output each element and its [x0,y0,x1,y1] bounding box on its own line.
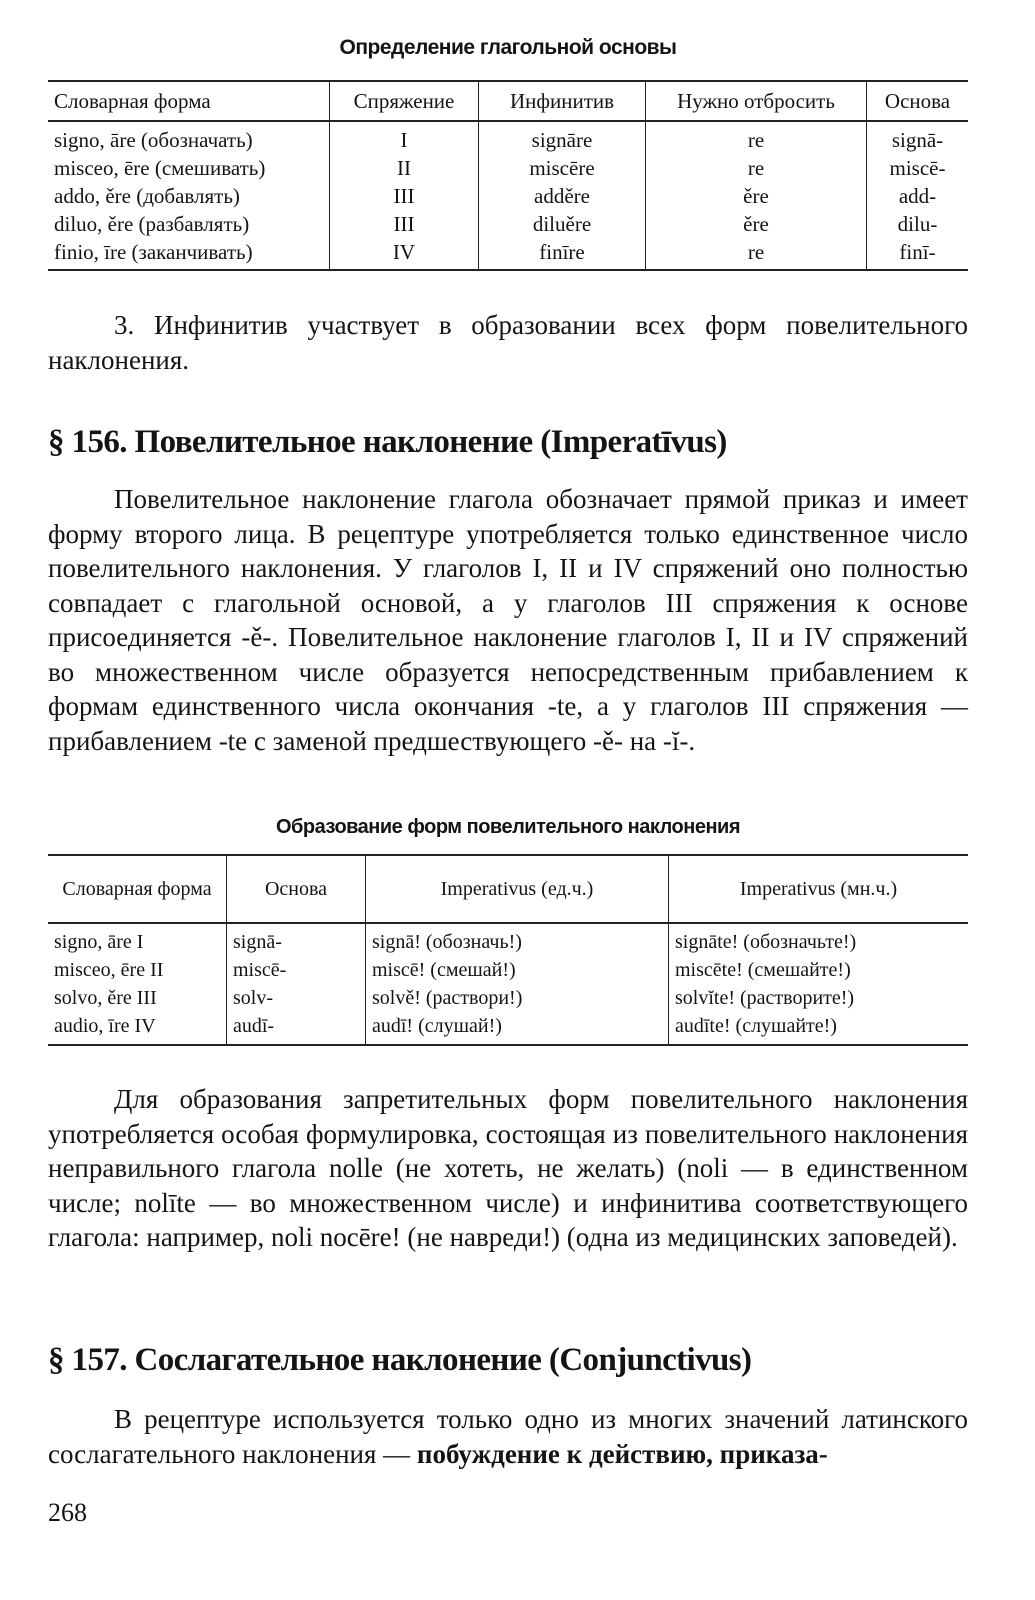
table-cell: signā! (обозначь!) [366,923,669,956]
table-row [48,238,968,270]
table-cell: audī- [227,1012,366,1045]
table-row [48,121,968,154]
table-cell: audī! (слушай!) [366,1012,669,1045]
table-cell: addo, ěre (добавлять) [54,184,240,208]
column-header: Imperativus (ед.ч.) [366,855,669,923]
table-cell: miscē- [867,154,969,182]
table-header-row [48,855,968,923]
table-cell: audīte! (слушайте!) [669,1012,969,1045]
table-header-row [48,81,968,121]
table-cell: II [330,154,479,182]
table-cell: miscēre [479,154,646,182]
column-header: Imperativus (мн.ч.) [669,855,969,923]
table-cell: add- [867,182,969,210]
table-cell: miscē- [227,956,366,984]
table-cell: solvĭte! (растворите!) [669,984,969,1012]
verb-stem-table [48,80,968,271]
table-cell: signāre [479,121,646,154]
table-cell: solvě! (раствори!) [366,984,669,1012]
paragraph-text: В рецептуре используется только одно из многих значений латинского сослагательного наклонения — [48,1404,968,1469]
table-cell: ěre [646,210,867,238]
table-cell: miscēte! (смешайте!) [669,956,969,984]
table-cell: miscē! (смешай!) [366,956,669,984]
table-cell: misceo, ēre II [54,959,164,981]
table-cell: signā- [867,121,969,154]
table-row [48,182,968,210]
table-row [48,210,968,238]
table-cell: re [646,154,867,182]
paragraph: Для образования запретительных форм повелительного наклонения употребляется особая формулировка, состоящая из повелительного наклонения неправильного глагола nolle (не хотеть, не желать) (noli — в единственном числе; nolīte — во множественном числе) и инфинитива соответствующего глагола: например, noli nocēre! (не навреди!) (одна из медицинских заповедей). [48,1084,968,1252]
bold-phrase: побуждение к действию, приказа- [416,1438,828,1469]
table-row [48,923,968,956]
imperative-forms-table [48,854,968,1046]
table-cell: adděre [479,182,646,210]
column-header: Словарная форма [48,81,330,121]
table-cell: ěre [646,182,867,210]
table-row [48,956,968,984]
table-cell: re [646,121,867,154]
table-cell: finīre [479,238,646,270]
table-cell: signāte! (обозначьте!) [669,923,969,956]
column-header: Словарная форма [48,855,227,923]
table-cell: solvo, ěre III [54,987,157,1009]
table-row [48,984,968,1012]
page-number: 268 [48,1498,87,1527]
paragraph: 3. Инфинитив участвует в образовании всех форм повелительного наклонения. [48,310,968,375]
table-cell: solv- [227,984,366,1012]
table-cell: misceo, ēre (смешивать) [54,156,266,180]
table-cell: re [646,238,867,270]
section-heading: § 157. Сослагательное наклонение (Conjunctivus) [48,1342,752,1378]
column-header: Основа [227,855,366,923]
table-cell: diluo, ěre (разбавлять) [54,212,250,236]
table-cell: dilu- [867,210,969,238]
column-header: Основа [867,81,969,121]
table-cell: III [330,182,479,210]
table-cell: audio, īre IV [48,1012,227,1045]
table-cell: IV [330,238,479,270]
table-cell: signā- [227,923,366,956]
table-cell: signo, āre (обозначать) [54,128,253,152]
table-cell: diluěre [479,210,646,238]
table-row [48,154,968,182]
table-cell: finī- [867,238,969,270]
column-header: Спряжение [330,81,479,121]
table-cell: finio, īre (заканчивать) [48,238,330,270]
paragraph [48,1402,968,1471]
table2-caption: Образование форм повелительного наклонения [276,816,740,838]
table-row [48,1012,968,1045]
column-header: Нужно отбросить [646,81,867,121]
column-header: Инфинитив [479,81,646,121]
table-cell: signo, āre I [54,931,144,953]
table-cell: III [330,210,479,238]
section-heading: § 156. Повелительное наклонение (Imperatīvus) [48,424,727,460]
table1-caption: Определение глагольной основы [339,36,677,59]
paragraph: Повелительное наклонение глагола обозначает прямой приказ и имеет форму второго лица. В рецептуре употребляется только единственное число повелительного наклонения. У глаголов I, II и IV спряжений оно полностью совпадает с глагольной основой, а у глаголов III спряжения к основе присоединяется -ě-. Повелительное наклонение глаголов I, II и IV спряжений во множественном числе образуется непосредственным прибавлением к формам единственного числа окончания -te, а у глаголов III спряжения — прибавлением -te с заменой предшествующего -ě- на -ĭ-. [48,484,968,756]
table-cell: I [330,121,479,154]
